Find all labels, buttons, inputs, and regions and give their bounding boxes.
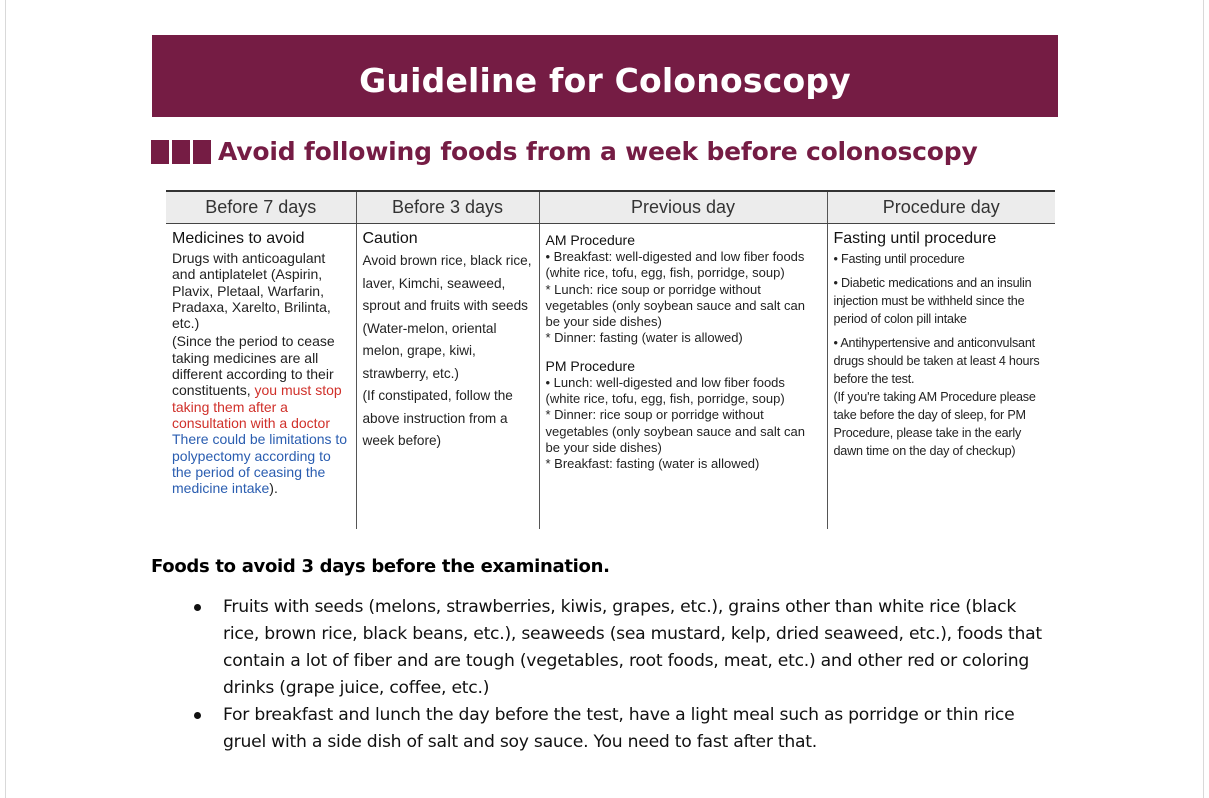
title-banner bbox=[152, 35, 1058, 117]
fasting-heading: Fasting until procedure bbox=[833, 230, 997, 247]
header-before-7-days: Before 7 days bbox=[166, 191, 356, 224]
foods-heading: Foods to avoid 3 days before the examination. bbox=[151, 556, 610, 577]
subtitle-marker bbox=[151, 140, 211, 164]
caution-heading: Caution bbox=[362, 230, 418, 247]
table-header-row bbox=[166, 191, 1055, 224]
pm-procedure-heading: PM Procedure bbox=[545, 357, 635, 374]
constipation-note: (If constipated, follow the above instruction from a week before) bbox=[362, 388, 513, 448]
table-row bbox=[166, 224, 1055, 530]
cell-before-3-days bbox=[356, 224, 539, 530]
am-procedure-heading: AM Procedure bbox=[545, 232, 635, 248]
header-previous-day: Previous day bbox=[539, 191, 827, 224]
am-lunch: * Lunch: rice soup or porridge without vegetables (only soybean sauce and salt can be your side dishes) bbox=[545, 281, 805, 330]
pm-lunch: • Lunch: well-digested and low fiber foods (white rice, tofu, egg, fish, porridge, soup) bbox=[545, 374, 785, 407]
header-procedure-day: Procedure day bbox=[827, 191, 1055, 224]
antihypertensive-note: • Antihypertensive and anticonvulsant drugs should be taken at least 4 hours before the test. bbox=[833, 336, 1040, 386]
foods-list bbox=[190, 594, 1050, 756]
pm-breakfast: * Breakfast: fasting (water is allowed) bbox=[545, 456, 760, 472]
list-item: For breakfast and lunch the day before the test, have a light meal such as porridge or thin rice gruel with a side dish of salt and soy sauce. You need to fast after that. bbox=[190, 702, 1050, 756]
diabetic-note: • Diabetic medications and an insulin injection must be withheld since the period of colon pill intake bbox=[833, 276, 1032, 326]
pm-dinner: * Dinner: rice soup or porridge without vegetables (only soybean sauce and salt can be your side dishes) bbox=[545, 407, 805, 455]
am-breakfast: • Breakfast: well-digested and low fiber foods (white rice, tofu, egg, fish, porridge, soup) bbox=[545, 249, 805, 281]
page-edge-right bbox=[1203, 0, 1204, 798]
page-title: Guideline for Colonoscopy bbox=[359, 60, 851, 100]
medicines-heading: Medicines to avoid bbox=[172, 230, 305, 247]
am-pm-medication-note: (If you're taking AM Procedure please take before the day of sleep, for PM Procedure, please take in the early dawn time on the day of checkup) bbox=[833, 390, 1036, 458]
section-subtitle: Avoid following foods from a week before colonoscopy bbox=[218, 137, 978, 166]
cell-before-7-days bbox=[166, 224, 356, 530]
polypectomy-limitation: There could be limitations to polypectomy according to the period of ceasing the medicine intake bbox=[172, 431, 348, 497]
anticoagulant-drugs: Drugs with anticoagulant and antiplatelet (Aspirin, Plavix, Pletaal, Warfarin, Pradaxa, Xarelto, Brilinta, etc.) bbox=[172, 250, 331, 332]
cease-period-note: (Since the period to cease taking medicines are all different according to their constituents, bbox=[172, 333, 335, 399]
header-before-3-days: Before 3 days bbox=[356, 191, 539, 224]
fasting-note: • Fasting until procedure bbox=[833, 252, 965, 266]
list-item: Fruits with seeds (melons, strawberries, kiwis, grapes, etc.), grains other than white rice (black rice, brown rice, black beans, etc.), seaweeds (sea mustard, kelp, dried seaweed, etc.), foods that contain a lot of fiber and are tough (vegetables, root foods, meat, etc.) and other red or coloring drinks (grape juice, coffee, etc.) bbox=[190, 594, 1050, 702]
closing-paren: ). bbox=[269, 480, 278, 497]
cell-procedure-day bbox=[827, 224, 1055, 530]
avoid-foods-text: Avoid brown rice, black rice, laver, Kimchi, seaweed, sprout and fruits with seeds (Water-melon, oriental melon, grape, kiwi, strawberry, etc.) bbox=[362, 253, 532, 381]
cell-previous-day bbox=[539, 224, 827, 530]
am-dinner: * Dinner: fasting (water is allowed) bbox=[545, 330, 743, 346]
page-edge-left bbox=[5, 0, 6, 798]
consultation-warning: you must stop taking them after a consultation with a doctor bbox=[172, 382, 342, 431]
schedule-table bbox=[166, 190, 1055, 529]
